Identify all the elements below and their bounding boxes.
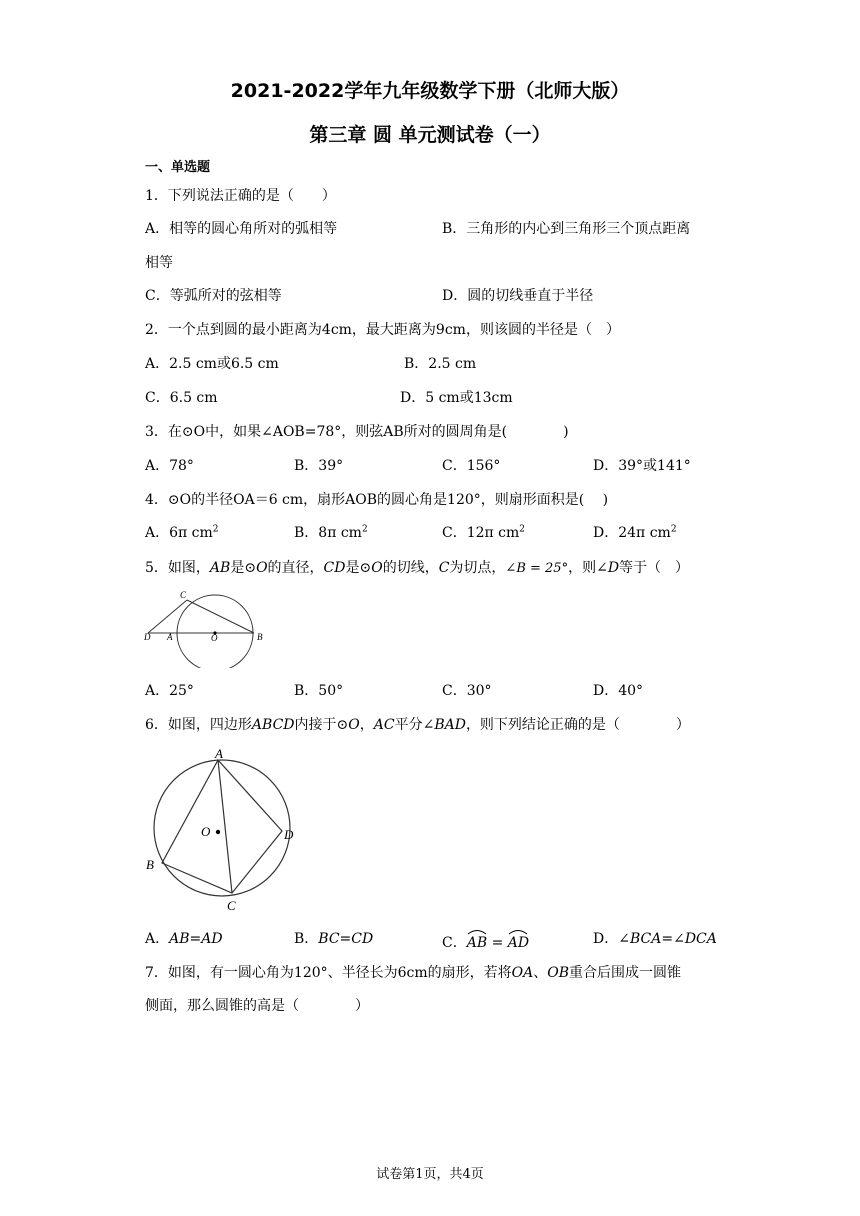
q6-option-c: C． AB = AD xyxy=(442,930,529,952)
q4-option-d: D．24π $cm^2$ xyxy=(593,524,677,541)
q3-stem: 3．在⊙O中，如果∠AOB=78°，则弦AB所对的圆周角是( ) xyxy=(145,424,569,440)
q5-option-d: D．40° xyxy=(593,683,644,699)
q2-option-b: B．2.5 cm xyxy=(404,356,477,372)
arc-ab: AB xyxy=(467,930,487,952)
q1-option-d: D．圆的切线垂直于半径 xyxy=(442,288,594,304)
q7-stem-line1: 7．如图，有一圆心角为120°、半径长为6cm的扇形，若将OA、OB重合后围成一圆锥 xyxy=(145,965,682,981)
exam-subtitle: 第三章 圆 单元测试卷（一） xyxy=(309,124,551,146)
q1-stem: 1．下列说法正确的是（ ） xyxy=(145,188,336,204)
q6-option-a: A．AB=AD xyxy=(145,931,223,947)
q2-option-a: A．2.5 cm或6.5 cm xyxy=(145,356,279,372)
q6-option-d: D．∠BCA=∠DCA xyxy=(593,931,717,947)
q3-option-d: D．39°或141° xyxy=(593,458,691,474)
q6-label-a: A xyxy=(215,748,223,761)
section-heading: 一、单选题 xyxy=(145,160,211,175)
q1-option-c: C．等弧所对的弦相等 xyxy=(145,288,282,304)
q5-label-o: O xyxy=(211,633,218,643)
q6-label-b: B xyxy=(146,857,154,872)
q6-diagonal-ac xyxy=(218,760,232,893)
q1-option-a: A．相等的圆心角所对的弧相等 xyxy=(145,221,338,237)
q3-option-a: A．78° xyxy=(145,458,194,474)
q3-option-c: C．156° xyxy=(442,458,501,474)
page-footer: 试卷第1页，共4页 xyxy=(376,1167,484,1182)
q5-option-a: A．25° xyxy=(145,683,194,699)
q5-figure xyxy=(142,588,272,668)
q5-label-b: B xyxy=(257,632,263,642)
q4-stem: 4．⊙O的半径OA＝6 cm，扇形AOB的圆心角是120°，则扇形面积是( ) xyxy=(145,492,609,508)
q5-label-d: D xyxy=(144,632,151,642)
q6-label-d: D xyxy=(284,827,294,842)
q6-center-dot xyxy=(216,830,220,834)
q1-option-b-cont: 相等 xyxy=(145,255,173,271)
q4-option-b: B．8π $cm^2$ xyxy=(294,524,368,541)
q5-line-cb xyxy=(187,600,254,633)
q1-option-b: B．三角形的内心到三角形三个顶点距离 xyxy=(442,221,691,237)
q7-stem-line2: 侧面，那么圆锥的高是（ ） xyxy=(145,998,369,1014)
q4-option-a: A．6π $cm^2$ xyxy=(145,524,219,541)
q5-label-c: C xyxy=(180,590,187,600)
q5-label-a: A xyxy=(167,632,173,642)
q6-quadrilateral xyxy=(162,760,282,893)
q6-figure xyxy=(140,748,300,918)
q5-option-b: B．50° xyxy=(294,683,344,699)
arc-ad: AD xyxy=(508,930,529,952)
q5-stem: 5．如图，AB是⊙O的直径，CD是⊙O的切线，C为切点，∠B = 25°，则∠D等于（ ） xyxy=(145,560,690,576)
q2-option-d: D．5 cm或13cm xyxy=(400,390,513,406)
exam-title: 2021-2022学年九年级数学下册（北师大版） xyxy=(230,80,630,102)
q4-option-c: C．12π $cm^2$ xyxy=(442,524,526,541)
q6-option-b: B．BC=CD xyxy=(294,931,374,947)
q6-label-o: O xyxy=(201,824,211,839)
q5-option-c: C．30° xyxy=(442,683,492,699)
q6-stem: 6．如图，四边形ABCD内接于⊙O，AC平分∠BAD，则下列结论正确的是（ ） xyxy=(145,717,690,733)
q3-option-b: B．39° xyxy=(294,458,344,474)
q6-label-c: C xyxy=(227,898,236,913)
q6-circle xyxy=(154,760,290,896)
q2-stem: 2．一个点到圆的最小距离为4cm，最大距离为9cm，则该圆的半径是（ ） xyxy=(145,322,620,338)
q2-option-c: C．6.5 cm xyxy=(145,390,218,406)
